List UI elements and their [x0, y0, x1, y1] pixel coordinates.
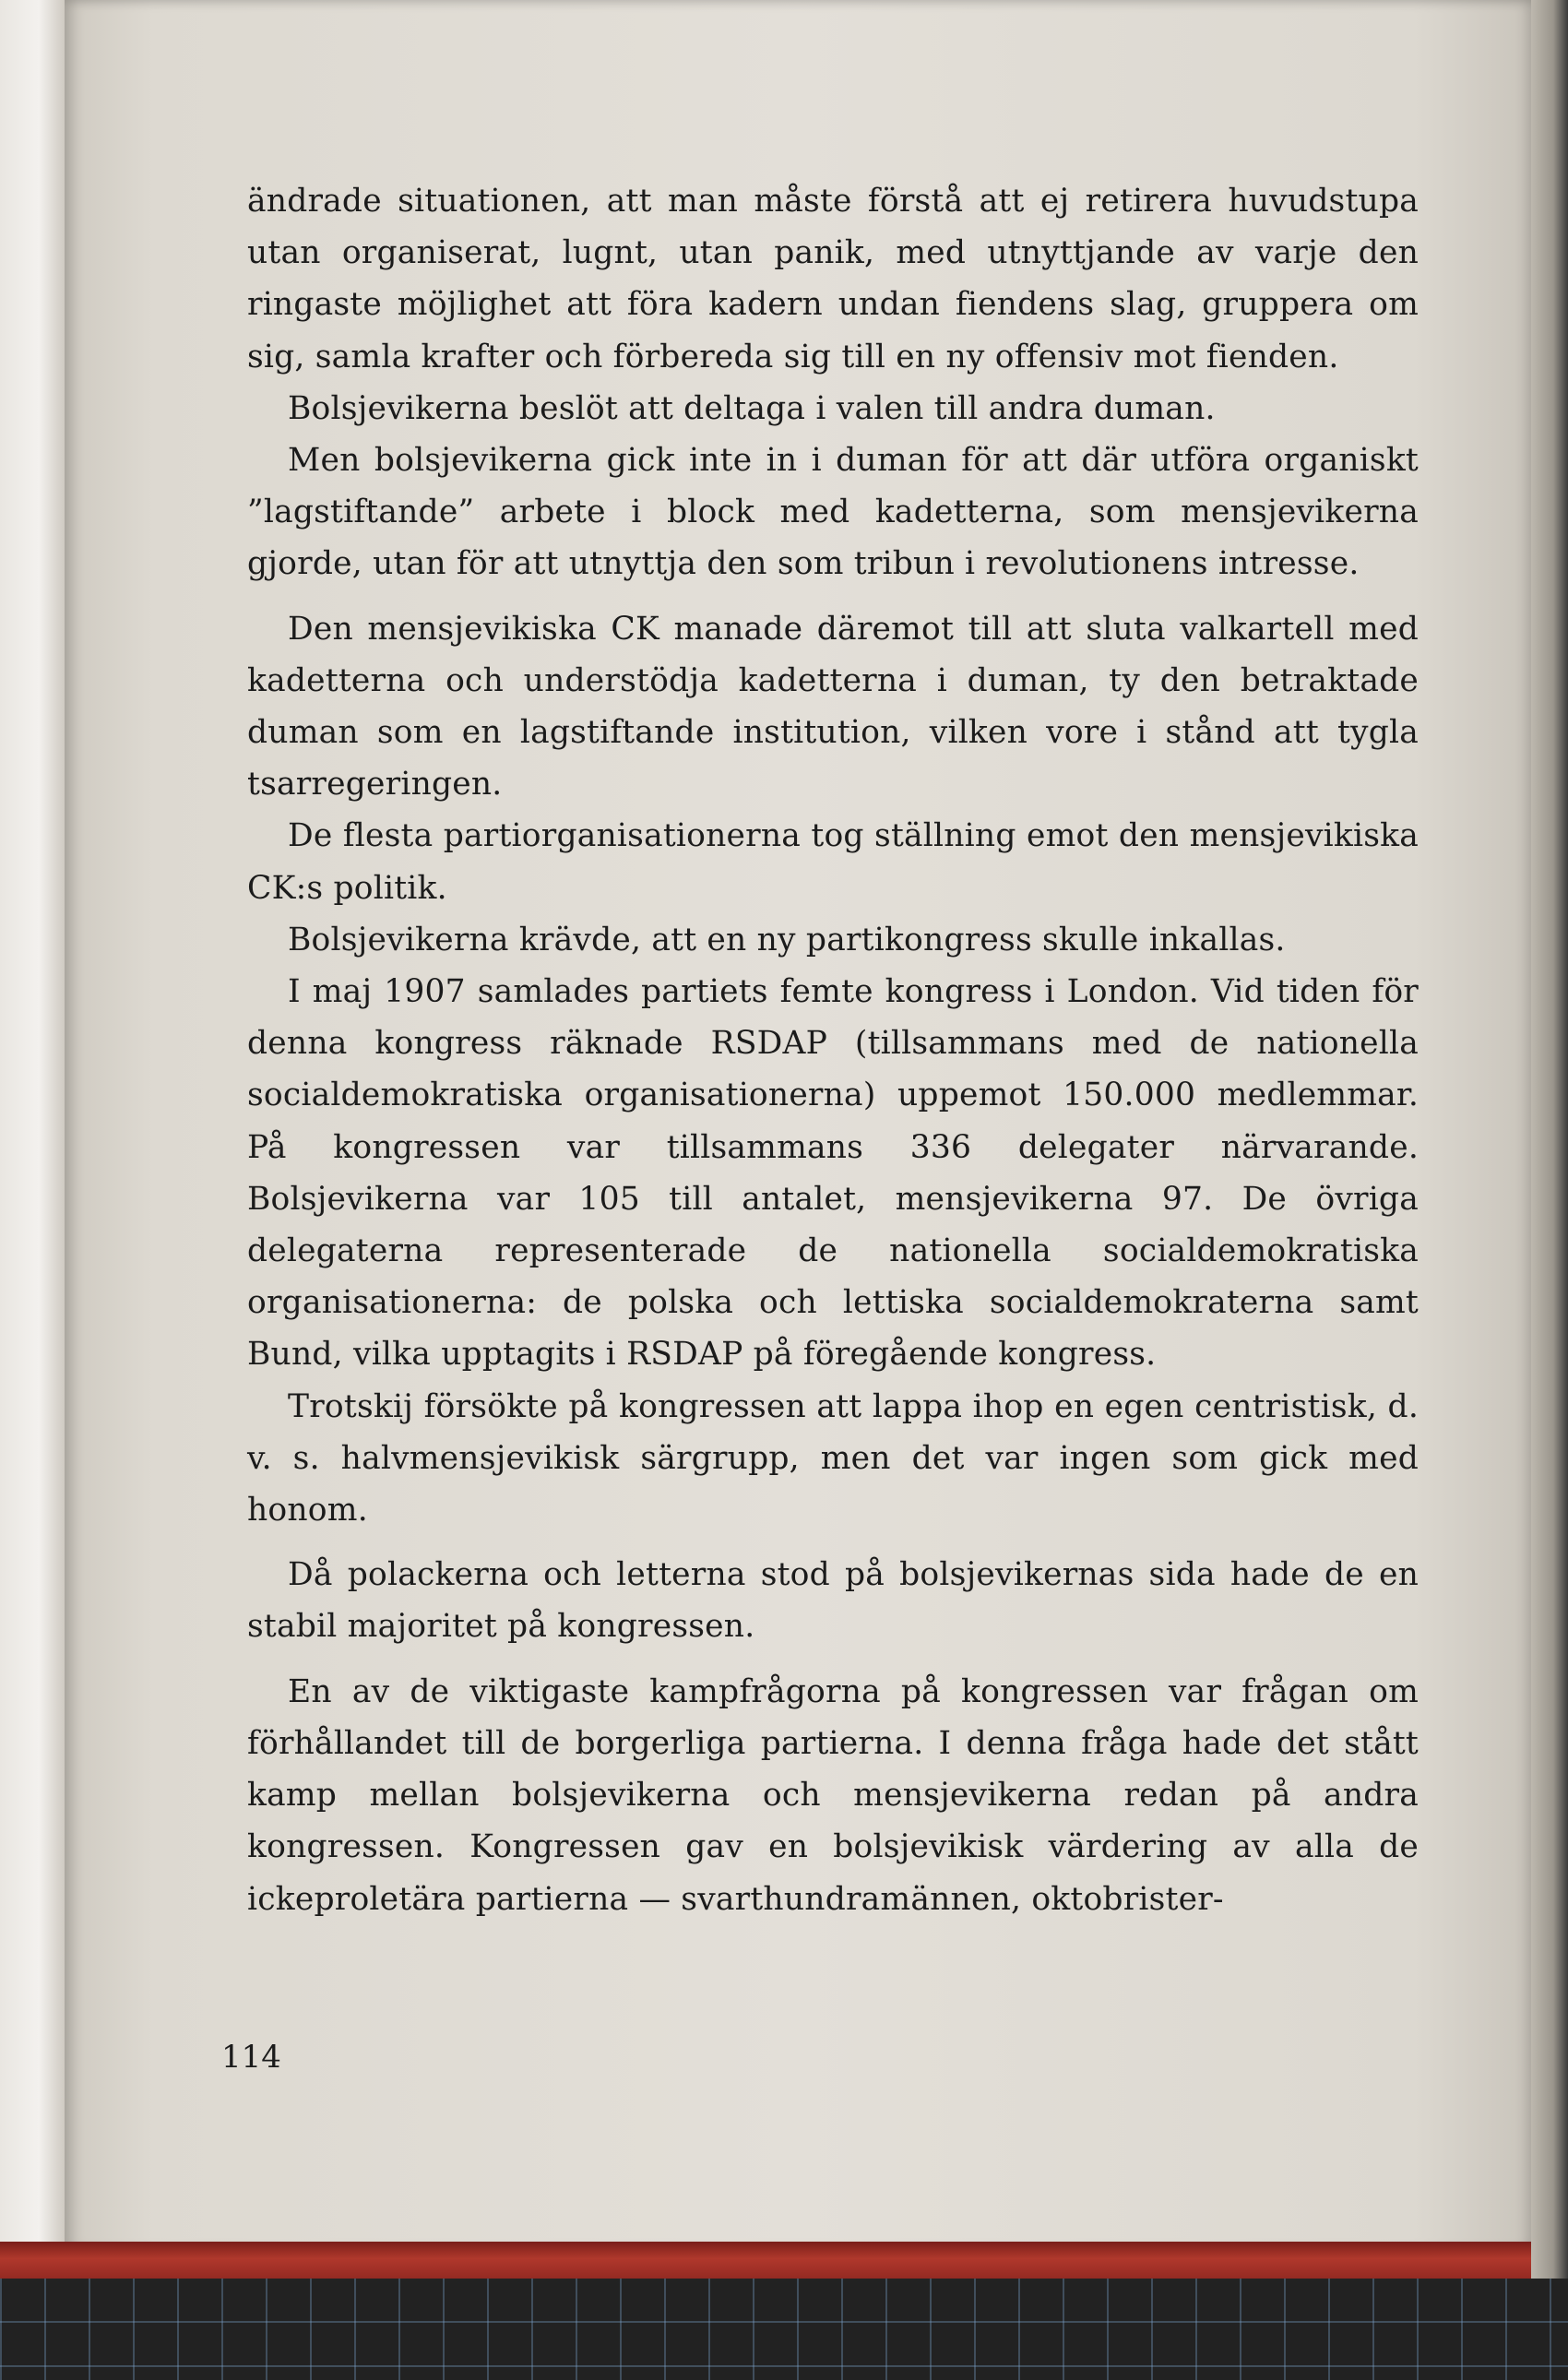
paragraph: Bolsjevikerna krävde, att en ny partikongress skulle inkallas.: [288, 921, 1286, 958]
body-text: [247, 175, 1419, 1925]
page-stack-edge: [1531, 0, 1568, 2288]
paragraph: De flesta partiorganisationerna tog ställning emot den mensjevikiska CK:s politik.: [247, 817, 1419, 907]
paragraph: En av de viktigaste kampfrågorna på kongressen var frågan om förhållandet till de borgerliga partierna. I denna fråga hade det stått kamp mellan bolsjevikerna och mensjevikerna redan på andra kongressen. Kongressen gav en bolsjevikisk värdering av alla de ickeproletära partierna — svarthundramännen, oktobrister-: [247, 1672, 1419, 1918]
paragraph: ändrade situationen, att man måste förstå att ej retirera huvudstupa utan organiserat, lugnt, utan panik, med utnyttjande av varje den ringaste möjlighet att föra kadern undan fiendens slag, gruppera om sig, samla krafter och förbereda sig till en ny offensiv mot fienden.: [247, 183, 1419, 375]
paragraph: Då polackerna och letterna stod på bolsjevikernas sida hade de en stabil majoritet på kongressen.: [247, 1556, 1419, 1646]
page-number: 114: [221, 2039, 281, 2076]
book-spine-edge: [0, 0, 65, 2251]
paragraph: I maj 1907 samlades partiets femte kongress i London. Vid tiden för denna kongress räknade RSDAP (tillsammans med de nationella socialdemokratiska organisationerna) uppemot 150.000 medlemmar. På kongressen var tillsammans 336 delegater närvarande. Bolsjevikerna var 105 till antalet, mensjevikerna 97. De övriga delegaterna representerade de nationella socialdemokratiska organisationerna: de polska och lettiska socialdemokraterna samt Bund, vilka upptagits i RSDAP på föregående kongress.: [247, 973, 1419, 1374]
paragraph: Men bolsjevikerna gick inte in i duman för att där utföra organiskt ”lagstiftande” arbete i block med kadetterna, som mensjevikerna gjorde, utan för att utnyttja den som tribun i revolutionens intresse.: [247, 442, 1419, 583]
cutting-mat-background: [0, 2279, 1568, 2380]
paragraph: Den mensjevikiska CK manade däremot till att sluta valkartell med kadetterna och understödja kadetterna i duman, ty den betraktade duman som en lagstiftande institution, vilken vore i stånd att tygla tsarregeringen.: [247, 610, 1419, 803]
paragraph: Trotskij försökte på kongressen att lappa ihop en egen centristisk, d. v. s. halvmensjevikisk särgrupp, men det var ingen som gick med honom.: [247, 1387, 1419, 1529]
paragraph: Bolsjevikerna beslöt att deltaga i valen till andra duman.: [288, 389, 1216, 427]
